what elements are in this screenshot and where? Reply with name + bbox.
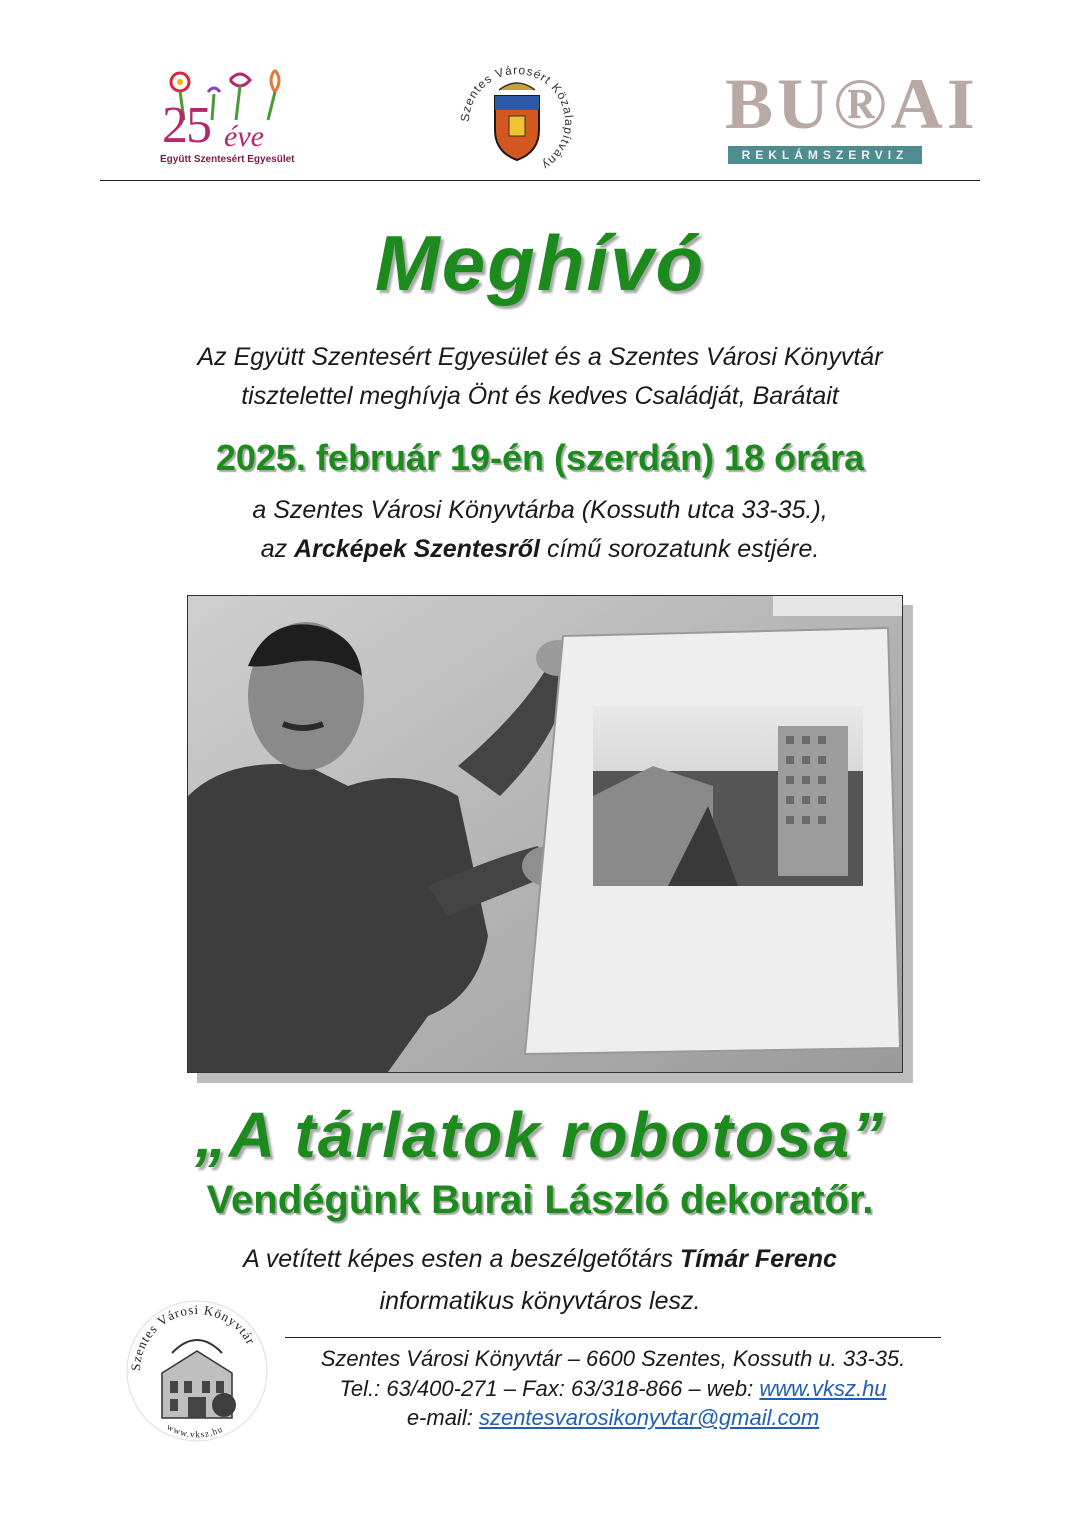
host-line	[0, 1240, 1080, 1278]
series-prefix: az	[260, 535, 288, 563]
logo-number: 25	[162, 97, 210, 154]
series-name: Arcképek Szentesről	[294, 535, 540, 563]
footer-contact	[285, 1376, 941, 1402]
logo-caption: Együtt Szentesért Egyesület	[160, 154, 295, 165]
intro-line-1: Az Együtt Szentesért Egyesület és a Szentes Városi Könyvtár	[197, 343, 883, 371]
coat-of-arms-icon	[455, 60, 580, 180]
event-title: „A tárlatok robotosa”	[194, 1099, 886, 1171]
kozalapitvany-logo	[455, 60, 580, 180]
ring-text: Szentes Városért Közalapítvány	[457, 62, 577, 173]
website-link[interactable]: www.vksz.hu	[759, 1376, 887, 1401]
series-suffix: című sorozatunk estjére.	[546, 535, 820, 563]
host-role: informatikus könyvtáros lesz.	[379, 1287, 701, 1315]
footer-address: Szentes Városi Könyvtár – 6600 Szentes, Kossuth u. 33-35.	[320, 1346, 906, 1371]
burai-logo	[725, 64, 979, 168]
footer-phone: Tel.: 63/400-271 – Fax: 63/318-866 – web:	[339, 1376, 754, 1401]
host-prefix: A vetített képes esten a beszélgetőtárs	[243, 1245, 673, 1273]
burai-logo-word: BU®AI	[725, 64, 979, 144]
portrait-photo	[187, 595, 903, 1073]
footer-email	[285, 1405, 941, 1431]
egyesulet-logo	[150, 62, 310, 172]
logo-word: éve	[224, 120, 264, 153]
photo-image	[188, 596, 902, 1072]
event-date: 2025. február 19-én (szerdán) 18 órára	[215, 437, 865, 478]
library-ring-text: Szentes Városi Könyvtár	[127, 1301, 259, 1372]
library-logo	[122, 1293, 272, 1443]
series-line	[0, 530, 1080, 568]
library-url-text: www.vksz.hu	[165, 1421, 225, 1440]
burai-logo-caption: REKLÁMSZERVIZ	[728, 146, 922, 164]
footer-divider	[285, 1337, 941, 1338]
email-label: e-mail:	[406, 1405, 473, 1430]
location-line: a Szentes Városi Könyvtárba (Kossuth utca 33-35.),	[252, 496, 828, 524]
header-divider	[100, 180, 980, 181]
email-link[interactable]: szentesvarosikonyvtar@gmail.com	[478, 1405, 820, 1430]
library-building-icon	[122, 1293, 272, 1443]
event-guest: Vendégünk Burai László dekoratőr.	[206, 1178, 874, 1222]
host-name: Tímár Ferenc	[679, 1245, 837, 1273]
page-title: Meghívó	[374, 219, 706, 307]
intro-line-2: tisztelettel meghívja Önt és kedves Családját, Barátait	[241, 382, 839, 410]
